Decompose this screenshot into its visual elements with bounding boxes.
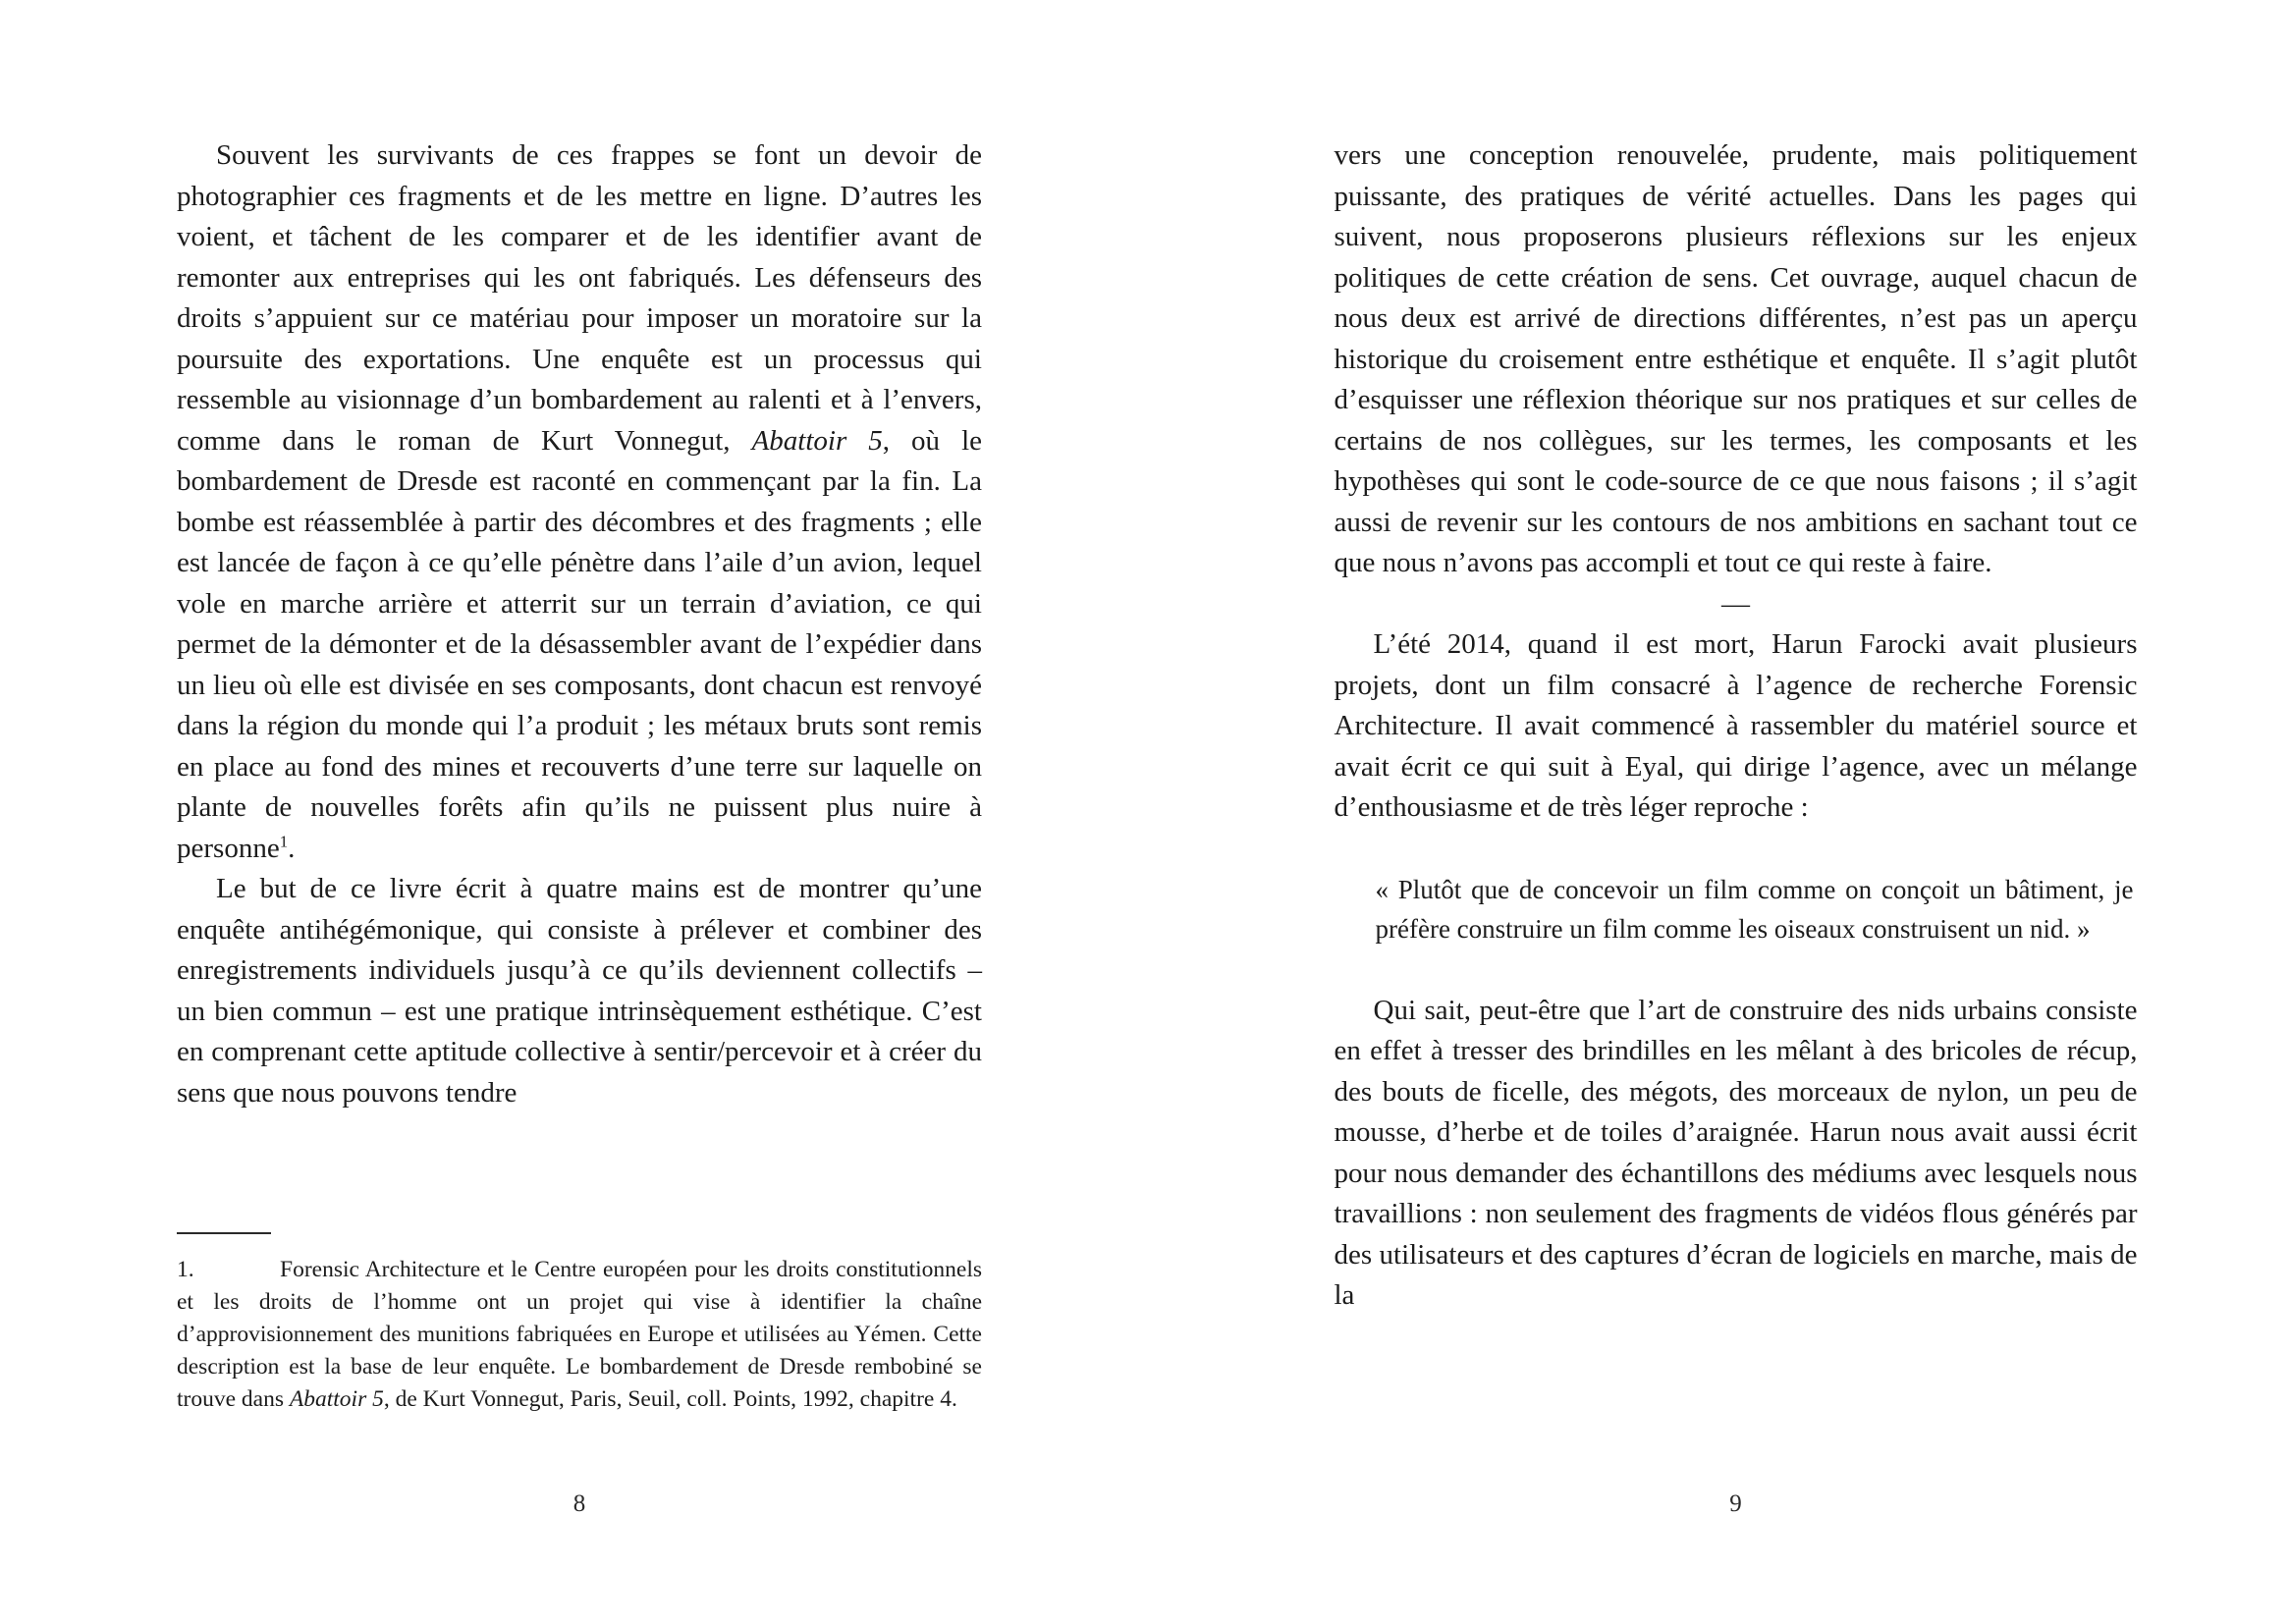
footnote-reference: 1: [279, 831, 289, 850]
left-text-column: [177, 135, 982, 1113]
right-text-column: [1335, 135, 2138, 1317]
book-title-italic: Abattoir 5: [751, 424, 883, 457]
book-title-italic: Abattoir 5: [289, 1386, 384, 1412]
page-number-left: 8: [572, 1490, 586, 1517]
paragraph-book-purpose: Le but de ce livre écrit à quatre mains est de montrer qu’une enquête antihégémonique, qui consiste à prélever et combiner des enregistrements individuels jusqu’à ce qu’ils deviennent collectifs – un bien commun – est une pratique intrinsèquement esthétique. C’est en comprenant cette aptitude collective à sentir/percevoir et à créer du sens que nous pouvons tendre: [177, 873, 982, 1109]
page-number-right: 9: [1729, 1490, 1742, 1517]
footnote-rule: [177, 1232, 271, 1234]
footnote-number: 1.: [177, 1257, 194, 1282]
page-right: [1145, 0, 2289, 1624]
blockquote-farocki: « Plutôt que de concevoir un film comme on conçoit un bâtiment, je préfère construire un film comme les oiseaux construisent un nid. »: [1375, 874, 2134, 944]
paragraph-farocki: L’été 2014, quand il est mort, Harun Farocki avait plusieurs projets, dont un film consacré à l’agence de recherche Forensic Architecture. Il avait commencé à rassembler du matériel source et avait écrit ce qui suit à Eyal, qui dirige l’agence, avec un mélange d’enthousiasme et de très léger reproche :: [1334, 628, 2138, 823]
footnote-area: [177, 1232, 982, 1416]
body-text: .: [288, 832, 296, 864]
footnote-text: [177, 1254, 982, 1416]
paragraph-continuation: vers une conception renouvelée, prudente, mais politiquement puissante, des pratiques de vérité actuelles. Dans les pages qui suivent, nous proposerons plusieurs réflexions sur les enjeux politiques de cette création de sens. Cet ouvrage, auquel chacun de nous deux est arrivé de directions différentes, n’est pas un aperçu historique du croisement entre esthétique et enquête. Il s’agit plutôt d’esquisser une réflexion théorique sur nos pratiques et sur celles de certains de nos collègues, sur les termes, les composants et les hypothèses qui sont le code-source de ce que nous faisons ; il s’agit aussi de revenir sur les contours de nos ambitions en sachant tout ce que nous n’avons pas accompli et tout ce qui reste à faire.: [1334, 139, 2138, 578]
paragraph-survivors: [177, 135, 982, 869]
footnote-body: Forensic Architecture et le Centre européen pour les droits constitutionnels et les droits de l’homme ont un projet qui vise à identifier la chaîne d’approvisionnement des munitions fabriquées en Europe et utilisées au Yémen. Cette description est la base de leur enquête. Le bombardement de Dresde rembobiné se trouve dans: [177, 1257, 982, 1412]
section-separator-dash: —: [1721, 587, 1750, 620]
footnote-body: , de Kurt Vonnegut, Paris, Seuil, coll. Points, 1992, chapitre 4.: [383, 1386, 957, 1412]
paragraph-nests: Qui sait, peut-être que l’art de construire des nids urbains consiste en effet à tresser des brindilles en les mêlant à des bricoles de récup, des bouts de ficelle, des mégots, des morceaux de nylon, un peu de mousse, d’herbe et de toiles d’araignée. Harun nous avait aussi écrit pour nous demander des échantillons des médiums avec lesquels nous travaillions : non seulement des fragments de vidéos flous générés par des utilisateurs et des captures d’écran de logiciels en marche, mais de la: [1334, 994, 2138, 1311]
body-text: Souvent les survivants de ces frappes se font un devoir de photographier ces fragments et de les mettre en ligne. D’autres les voient, et tâchent de les comparer et de les identifier avant de remonter aux entreprises qui les ont fabriqués. Les défenseurs des droits s’appuient sur ce matériau pour imposer un moratoire sur la poursuite des exportations. Une enquête est un processus qui ressemble au visionnage d’un bombardement au ralenti et à l’envers, comme dans le roman de Kurt Vonnegut,: [177, 139, 982, 457]
body-text: , où le bombardement de Dresde est raconté en commençant par la fin. La bombe est réassemblée à partir des décombres et des fragments ; elle est lancée de façon à ce qu’elle pénètre dans l’aile d’un avion, lequel vole en marche arrière et atterrit sur un terrain d’aviation, ce qui permet de la démonter et de la désassembler avant de l’expédier dans un lieu où elle est divisée en ses composants, dont chacun est renvoyé dans la région du monde qui l’a produit ; les métaux bruts sont remis en place au fond des mines et recouverts d’une terre sur laquelle on plante de nouvelles forêts afin qu’ils ne puissent plus nuire à personne: [177, 424, 983, 864]
